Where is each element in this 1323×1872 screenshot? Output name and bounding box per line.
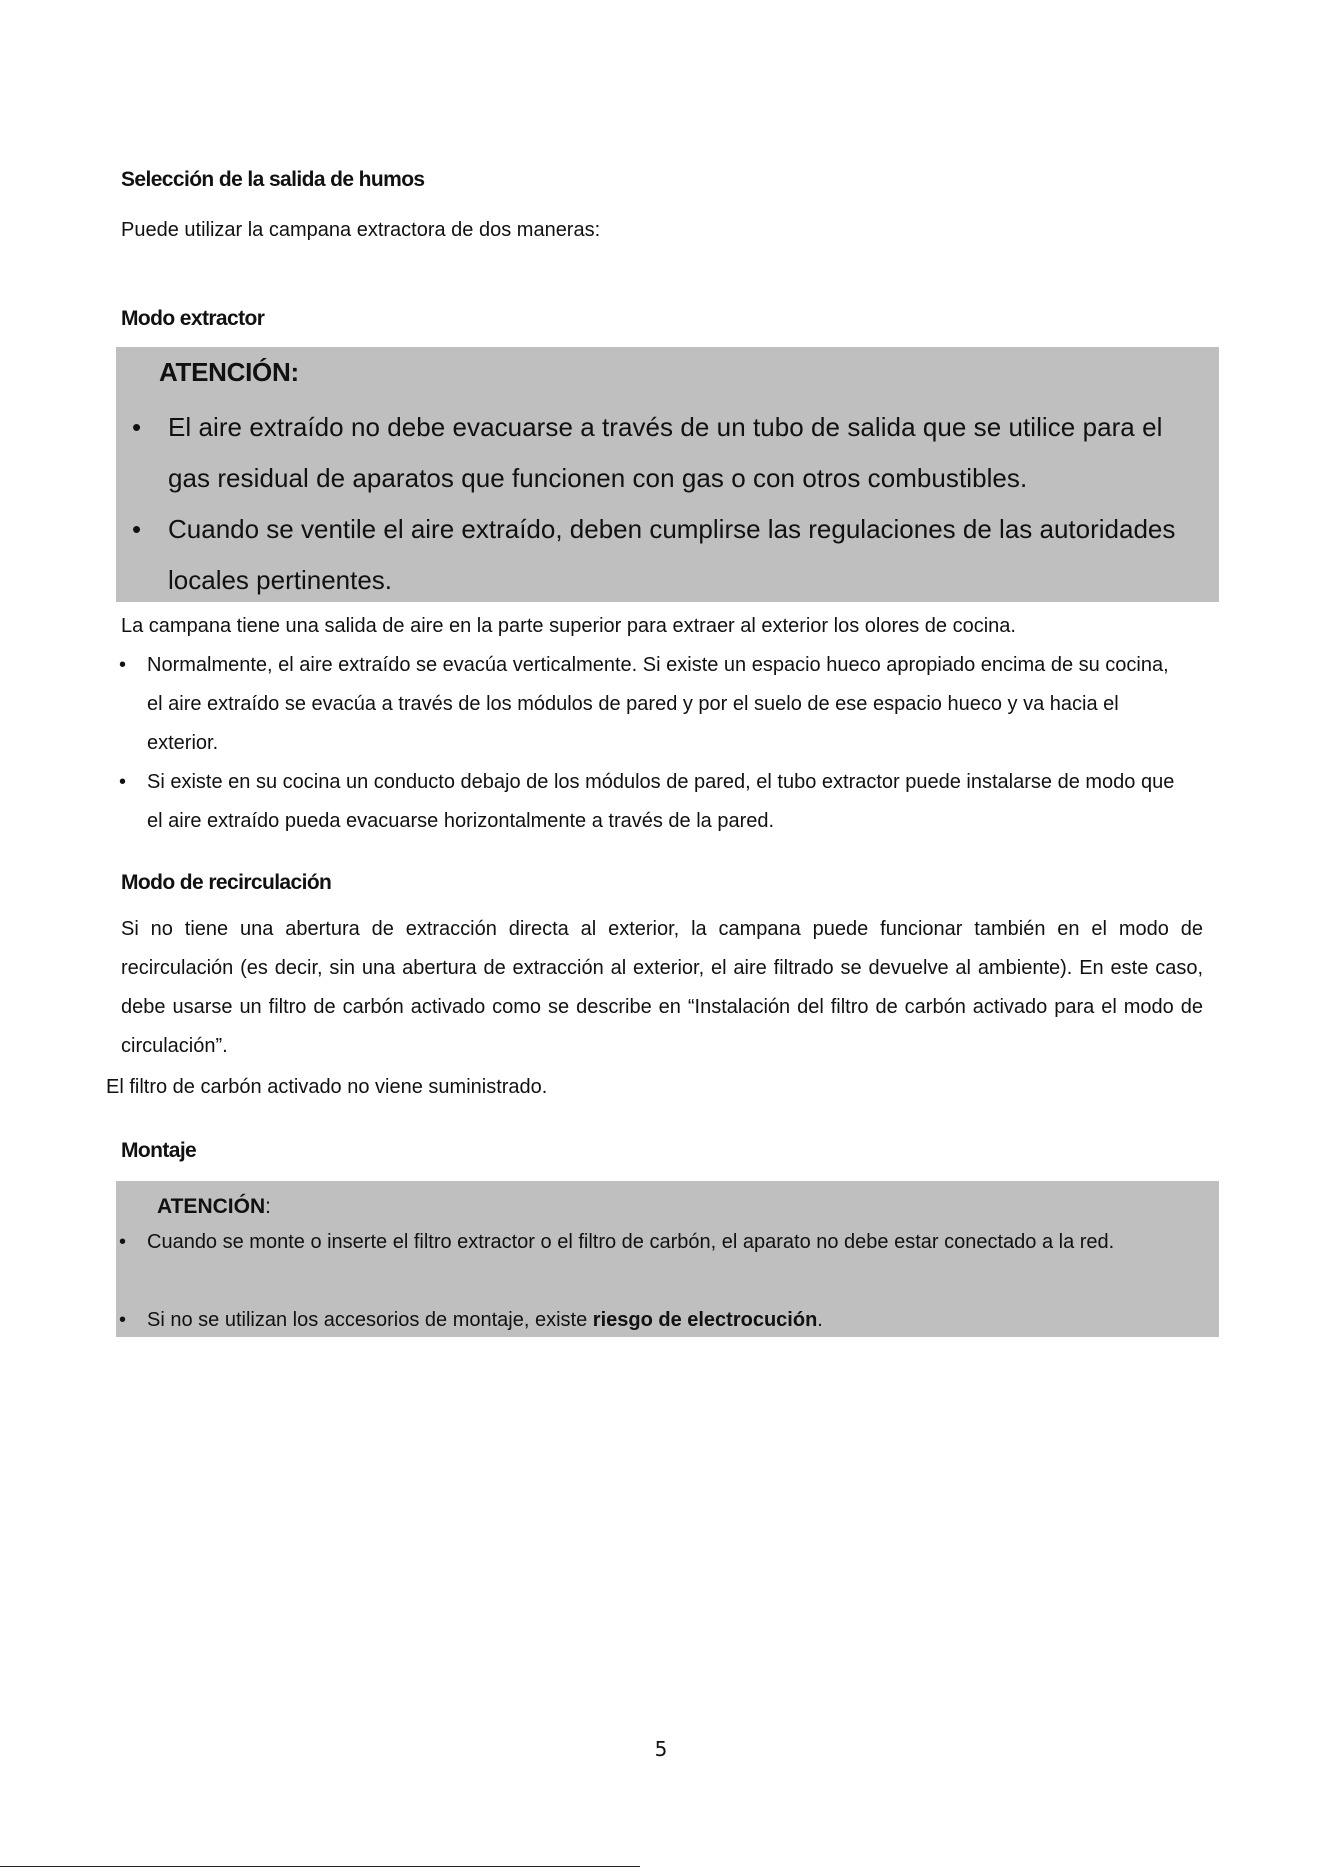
warning-title-montaje: ATENCIÓN:: [157, 1195, 271, 1218]
extractor-item-1: • Normalmente, el aire extraído se evacúa verticalmente. Si existe un espacio hueco apropiado encima de su cocina, el aire extraído se evacúa a través de los módulos de pared y por el suelo de ese espacio hueco y va hacia el exterior.: [116, 646, 1216, 763]
section-heading-recirculacion: Modo de recirculación: [121, 871, 332, 894]
warning-title-extractor: ATENCIÓN:: [159, 357, 299, 387]
bullet-icon: •: [119, 654, 127, 676]
warning-box-extractor: [116, 347, 1219, 602]
warning-item-extractor-1: • El aire extraído no debe evacuarse a través de un tubo de salida que se utilice para el gas residual de aparatos que funcionen con gas o con otros combustibles.: [116, 402, 1206, 504]
footer-divider: [0, 1866, 640, 1867]
warning-item-montaje-2: • Si no se utilizan los accesorios de montaje, existe riesgo de electrocución.: [116, 1301, 1216, 1340]
bullet-icon: •: [119, 1231, 127, 1253]
salida-intro: Puede utilizar la campana extractora de dos maneras:: [121, 219, 601, 241]
electrocution-risk-emphasis: riesgo de electrocución: [592, 1309, 818, 1331]
extractor-item-2: • Si existe en su cocina un conducto debajo de los módulos de pared, el tubo extractor puede instalarse de modo que el aire extraído pueda evacuarse horizontalmente a través de la pared.: [116, 763, 1216, 841]
bullet-icon: •: [132, 412, 142, 442]
recirculacion-note: El filtro de carbón activado no viene suministrado.: [106, 1076, 548, 1098]
bullet-icon: •: [119, 771, 127, 793]
bullet-icon: •: [119, 1309, 127, 1331]
page-number: 5: [654, 1737, 668, 1761]
extractor-paragraph: La campana tiene una salida de aire en la parte superior para extraer al exterior los olores de cocina.: [121, 615, 1016, 637]
warning-box-montaje: [116, 1181, 1219, 1337]
bullet-icon: •: [132, 514, 142, 544]
warning-item-extractor-2: • Cuando se ventile el aire extraído, deben cumplirse las regulaciones de las autoridades locales pertinentes.: [116, 504, 1206, 606]
section-heading-salida: Selección de la salida de humos: [121, 168, 425, 191]
recirculacion-paragraph: Si no tiene una abertura de extracción directa al exterior, la campana puede funcionar también en el modo de recirculación (es decir, sin una abertura de extracción al exterior, el aire filtrado se devuelve al ambiente). En este caso, debe usarse un filtro de carbón activado como se describe en “Instalación del filtro de carbón activado para el modo de circulación”.: [121, 918, 1203, 1057]
section-heading-montaje: Montaje: [121, 1139, 197, 1162]
section-heading-extractor: Modo extractor: [121, 307, 265, 330]
warning-item-montaje-1: • Cuando se monte o inserte el filtro extractor o el filtro de carbón, el aparato no debe estar conectado a la red.: [116, 1223, 1216, 1262]
